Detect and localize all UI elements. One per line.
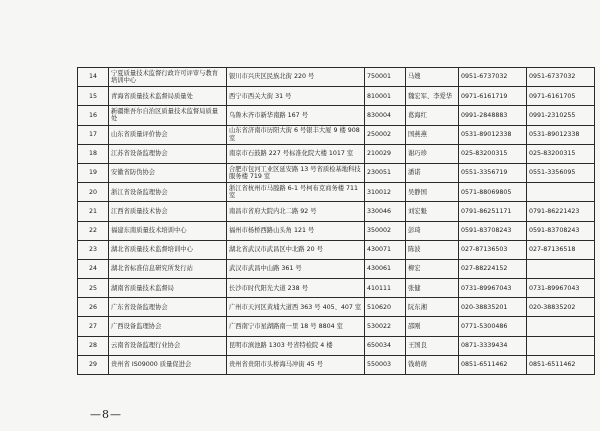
table-row	[78, 87, 595, 106]
postcode-cell: 350002	[365, 221, 406, 240]
fax-number-cell	[527, 336, 595, 355]
organization-name-cell: 安徽省防伪协会	[109, 163, 227, 182]
phone-number-cell: 0871-3339434	[459, 336, 527, 355]
contact-person-cell: 吴静国	[406, 183, 459, 202]
address-cell: 合肥市包河工业区延安路 13 号省质检基地科技服务楼 719 室	[227, 163, 365, 182]
organization-name-cell: 新疆维吾尔自治区质量技术监督局质量处	[109, 106, 227, 125]
fax-number-cell	[527, 259, 595, 278]
fax-number-cell	[527, 317, 595, 336]
table-row	[78, 183, 595, 202]
organization-name-cell: 云南省设备监理行业协会	[109, 336, 227, 355]
phone-number-cell: 0951-6737032	[459, 68, 527, 87]
contact-person-cell: 张健	[406, 279, 459, 298]
phone-number-cell: 0591-83708243	[459, 221, 527, 240]
table-row	[78, 125, 595, 144]
table-row	[78, 317, 595, 336]
row-number-cell: 29	[78, 355, 109, 374]
row-number-cell: 15	[78, 87, 109, 106]
table-row	[78, 279, 595, 298]
table-row	[78, 336, 595, 355]
address-cell: 南京市石鼓路 227 号标准化院大楼 1017 室	[227, 144, 365, 163]
phone-number-cell: 0771-5300486	[459, 317, 527, 336]
row-number-cell: 18	[78, 144, 109, 163]
contact-person-cell: 谢巧珍	[406, 144, 459, 163]
contact-person-cell: 钱萌萌	[406, 355, 459, 374]
organization-name-cell: 广西设备监理协会	[109, 317, 227, 336]
contact-table	[77, 67, 595, 375]
row-number-cell: 22	[78, 221, 109, 240]
address-cell: 武汉市武昌中山路 361 号	[227, 259, 365, 278]
phone-number-cell: 0551-3356719	[459, 163, 527, 182]
phone-number-cell: 0531-89012338	[459, 125, 527, 144]
address-cell: 贵州省贵阳市头桥海马冲街 45 号	[227, 355, 365, 374]
contact-person-cell: 柳宏	[406, 259, 459, 278]
postcode-cell: 430061	[365, 259, 406, 278]
phone-number-cell: 025-83200315	[459, 144, 527, 163]
postcode-cell: 530022	[365, 317, 406, 336]
row-number-cell: 17	[78, 125, 109, 144]
address-cell: 乌鲁木齐市新华南路 167 号	[227, 106, 365, 125]
row-number-cell: 24	[78, 259, 109, 278]
table-row	[78, 144, 595, 163]
table-row	[78, 259, 595, 278]
phone-number-cell: 020-38835201	[459, 298, 527, 317]
postcode-cell: 430071	[365, 240, 406, 259]
address-cell: 浙江省杭州市马塍路 6-1 号柯布克商务楼 711 室	[227, 183, 365, 202]
postcode-cell: 650034	[365, 336, 406, 355]
postcode-cell: 330046	[365, 202, 406, 221]
fax-number-cell: 0971-6161705	[527, 87, 595, 106]
table-row	[78, 221, 595, 240]
phone-number-cell: 0731-89967043	[459, 279, 527, 298]
postcode-cell: 810001	[365, 87, 406, 106]
table-row	[78, 68, 595, 87]
phone-number-cell: 0571-88069805	[459, 183, 527, 202]
contact-person-cell: 王国良	[406, 336, 459, 355]
fax-number-cell	[527, 183, 595, 202]
phone-number-cell: 027-87136503	[459, 240, 527, 259]
page-number: —8—	[90, 408, 122, 421]
table-row	[78, 298, 595, 317]
contact-person-cell: 魏宏军、李爱华	[406, 87, 459, 106]
contact-person-cell: 马嫂	[406, 68, 459, 87]
table-row	[78, 163, 595, 182]
fax-number-cell: 0551-3356095	[527, 163, 595, 182]
address-cell: 南昌市省府大院内北二路 92 号	[227, 202, 365, 221]
organization-name-cell: 浙江省设备监理协会	[109, 183, 227, 202]
row-number-cell: 19	[78, 163, 109, 182]
fax-number-cell: 0731-89967043	[527, 279, 595, 298]
organization-name-cell: 湖南省质量技术监督局	[109, 279, 227, 298]
row-number-cell: 27	[78, 317, 109, 336]
table-row	[78, 106, 595, 125]
contact-person-cell: 阮东湘	[406, 298, 459, 317]
address-cell: 福州市杨桥西路山头角 121 号	[227, 221, 365, 240]
phone-number-cell: 0971-6161719	[459, 87, 527, 106]
fax-number-cell: 0591-83708243	[527, 221, 595, 240]
contact-person-cell: 彭琦	[406, 221, 459, 240]
row-number-cell: 26	[78, 298, 109, 317]
contact-person-cell: 国燕燕	[406, 125, 459, 144]
postcode-cell: 550003	[365, 355, 406, 374]
organization-name-cell: 湖北省质量技术监督培训中心	[109, 240, 227, 259]
address-cell: 长沙市时代阳光大道 238 号	[227, 279, 365, 298]
row-number-cell: 28	[78, 336, 109, 355]
phone-number-cell: 0851-6511462	[459, 355, 527, 374]
phone-number-cell: 027-88224152	[459, 259, 527, 278]
table-row	[78, 355, 595, 374]
address-cell: 广西南宁市星湖路南一里 18 号 8804 室	[227, 317, 365, 336]
postcode-cell: 510620	[365, 298, 406, 317]
contact-person-cell: 潘诺	[406, 163, 459, 182]
row-number-cell: 21	[78, 202, 109, 221]
postcode-cell: 210029	[365, 144, 406, 163]
contact-person-cell: 陈波	[406, 240, 459, 259]
organization-name-cell: 贵州省 IS09000 质量促进会	[109, 355, 227, 374]
organization-name-cell: 广东省设备监理协会	[109, 298, 227, 317]
organization-name-cell: 宁夏质量技术监督行政许可评审与教育培训中心	[109, 68, 227, 87]
address-cell: 西宁市西关大街 31 号	[227, 87, 365, 106]
fax-number-cell: 0951-6737032	[527, 68, 595, 87]
postcode-cell: 250002	[365, 125, 406, 144]
address-cell: 山东省济南市历阳大街 6 号银丰大厦 9 楼 908 室	[227, 125, 365, 144]
row-number-cell: 20	[78, 183, 109, 202]
address-cell: 湖北省武汉市武昌区中北路 20 号	[227, 240, 365, 259]
fax-number-cell: 0791-86221423	[527, 202, 595, 221]
table-body	[78, 68, 595, 375]
contact-person-cell: 刘宏魁	[406, 202, 459, 221]
organization-name-cell: 青海省质量技术监督局质量处	[109, 87, 227, 106]
fax-number-cell: 025-83200315	[527, 144, 595, 163]
postcode-cell: 310012	[365, 183, 406, 202]
postcode-cell: 830004	[365, 106, 406, 125]
row-number-cell: 14	[78, 68, 109, 87]
row-number-cell: 16	[78, 106, 109, 125]
fax-number-cell: 0531-89012338	[527, 125, 595, 144]
organization-name-cell: 山东省质量评价协会	[109, 125, 227, 144]
address-cell: 银川市兴庆区民族北街 220 号	[227, 68, 365, 87]
row-number-cell: 25	[78, 279, 109, 298]
organization-name-cell: 福建东南质量技术培训中心	[109, 221, 227, 240]
organization-name-cell: 江苏省设备监理协会	[109, 144, 227, 163]
fax-number-cell: 0851-6511462	[527, 355, 595, 374]
row-number-cell: 23	[78, 240, 109, 259]
phone-number-cell: 0791-86251171	[459, 202, 527, 221]
fax-number-cell: 020-38835202	[527, 298, 595, 317]
phone-number-cell: 0991-2848883	[459, 106, 527, 125]
address-cell: 广州市天河区黄埔大道西 363 号 405、407 室	[227, 298, 365, 317]
organization-name-cell: 湖北省标准信息研究所发行站	[109, 259, 227, 278]
postcode-cell: 230051	[365, 163, 406, 182]
organization-name-cell: 江西省质量技术协会	[109, 202, 227, 221]
fax-number-cell: 027-87136518	[527, 240, 595, 259]
table-row	[78, 202, 595, 221]
address-cell: 昆明市滇池路 1303 号省特检院 4 楼	[227, 336, 365, 355]
fax-number-cell: 0991-2310255	[527, 106, 595, 125]
postcode-cell: 750001	[365, 68, 406, 87]
postcode-cell: 410111	[365, 279, 406, 298]
table-row	[78, 240, 595, 259]
contact-person-cell: 葛海红	[406, 106, 459, 125]
contact-person-cell: 邵刚	[406, 317, 459, 336]
